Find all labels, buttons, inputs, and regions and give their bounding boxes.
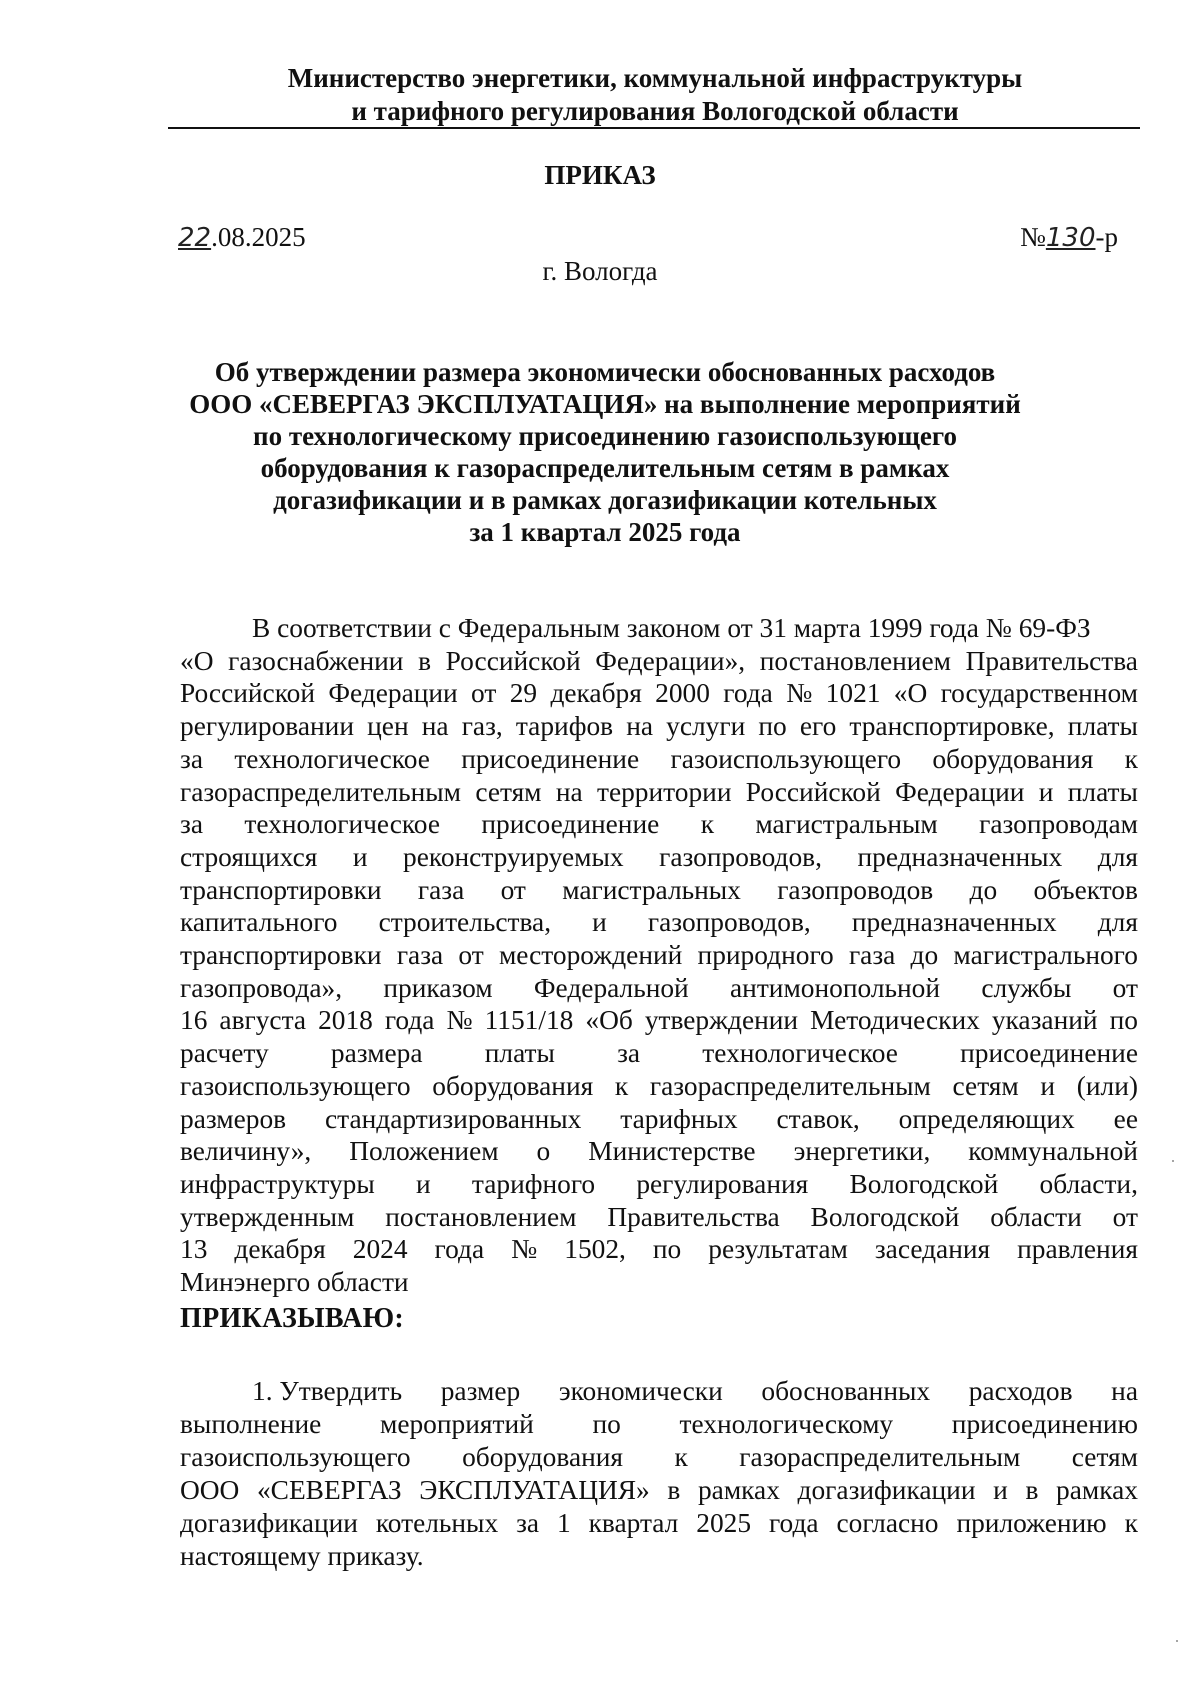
word: регулировании [180, 711, 354, 742]
word: и [592, 907, 607, 938]
word: природного [697, 940, 834, 971]
item-line-wrap [252, 1375, 1138, 1408]
word: антимонопольной [730, 972, 941, 1003]
word: газа [396, 940, 444, 971]
word: платы [1067, 711, 1138, 742]
word: рамках [1056, 1475, 1138, 1505]
word: услуги [666, 711, 746, 742]
word: присоединение [481, 809, 660, 840]
word: за [180, 743, 203, 774]
word: Российской [745, 776, 881, 807]
item-line [180, 1474, 1138, 1507]
word: к [674, 1442, 688, 1472]
item-line [180, 1441, 1138, 1474]
order-item-1 [180, 1375, 1138, 1573]
word: газоиспользующего [180, 1442, 411, 1472]
word: газопроводам [979, 809, 1138, 840]
word: № [446, 1005, 473, 1036]
word: объектов [1033, 874, 1138, 905]
word: Методических [810, 1005, 980, 1036]
word: определяющих [898, 1103, 1075, 1134]
word: предназначенных [857, 841, 1063, 872]
word: и [416, 1168, 431, 1199]
word: от [458, 940, 484, 971]
word: Российской [180, 678, 315, 709]
item-line [180, 1375, 1138, 1408]
word: года [723, 678, 773, 709]
number-handwritten: 130 [1045, 223, 1096, 253]
word: ее [1113, 1103, 1138, 1134]
word: № [511, 1234, 538, 1265]
word: и [1040, 1070, 1056, 1101]
word: месторождений [498, 940, 683, 971]
word: 1502, [564, 1234, 626, 1265]
word: газопроводов, [647, 907, 811, 938]
word: присоединение [960, 1038, 1138, 1069]
preamble-paragraph [180, 612, 1138, 1299]
word: по [652, 1234, 682, 1265]
word: к [1124, 743, 1138, 774]
word: коммунальной [968, 1136, 1138, 1167]
word: территории [596, 776, 732, 807]
word: 1. Утвердить [252, 1376, 403, 1406]
word: государственном [940, 678, 1138, 709]
word: Положением [349, 1136, 499, 1167]
word: ООО [180, 1475, 240, 1505]
word: 2024 [352, 1234, 408, 1265]
preamble-line [180, 972, 1138, 1005]
word: Правительства [965, 645, 1138, 676]
word: августа [219, 1005, 307, 1036]
word: Федерации», [595, 645, 746, 676]
ministry-header [170, 62, 1140, 128]
word: для [1097, 841, 1138, 872]
preamble-line [180, 677, 1138, 710]
word: № [786, 678, 813, 709]
word: газа [848, 940, 896, 971]
word: от [1112, 1201, 1138, 1232]
preamble-line [180, 1233, 1138, 1266]
preamble-line [180, 1004, 1138, 1037]
word: за [180, 809, 203, 840]
subject-line: ООО «СЕВЕРГАЗ ЭКСПЛУАТАЦИЯ» на выполнение мероприятий [189, 389, 1021, 419]
word: газопроводов [777, 874, 934, 905]
word: транспортировке, [849, 711, 1055, 742]
word: декабря [234, 1234, 326, 1265]
word: 2018 [318, 1005, 373, 1036]
word: 1021 [825, 678, 881, 709]
word: утверждении [644, 1005, 799, 1036]
ministry-line-1: Министерство энергетики, коммунальной инфраструктуры [287, 63, 1023, 93]
word: 1 [556, 1508, 571, 1538]
word: результатам [708, 1234, 848, 1265]
word: газоиспользующего [670, 743, 902, 774]
word: «О [180, 645, 214, 676]
word: и [352, 841, 368, 872]
word: квартал [588, 1508, 679, 1538]
word: расходов [968, 1376, 1073, 1406]
order-title: ПРИКАЗ [544, 160, 656, 190]
word: капитального [180, 907, 338, 938]
word: постановлением [759, 645, 951, 676]
word: оборудования [432, 1070, 594, 1101]
item-line [180, 1408, 1138, 1441]
word: 1151/18 [484, 1005, 574, 1036]
preamble-line [180, 776, 1138, 809]
word: стандартизированных [325, 1103, 582, 1134]
preamble-line [180, 1070, 1138, 1103]
word: Российской [445, 645, 581, 676]
word: Федерации [328, 678, 458, 709]
scan-speck [1172, 1160, 1174, 1162]
word: транспортировки [180, 874, 382, 905]
header-rule [168, 127, 1140, 129]
word: размеров [180, 1103, 287, 1134]
word: газопровода», [180, 972, 343, 1003]
word: тарифов [515, 711, 614, 742]
number-prefix: № [1020, 222, 1046, 252]
word: догазификации [797, 1475, 976, 1505]
word: Федеральной [533, 972, 689, 1003]
subject-line: Об утверждении размера экономически обоснованных расходов [214, 357, 996, 387]
word: года [434, 1234, 485, 1265]
word: по [1109, 1005, 1138, 1036]
word: Федерации [895, 776, 1025, 807]
word: размера [330, 1038, 423, 1069]
word: расчету [180, 1038, 269, 1069]
word: от [500, 874, 526, 905]
word: для [1097, 907, 1138, 938]
word: года [768, 1508, 819, 1538]
word: регулирования [636, 1168, 809, 1199]
word: строящихся [180, 841, 318, 872]
word: строительства, [378, 907, 552, 938]
word: сетям [1071, 1442, 1138, 1472]
preamble-line [180, 645, 1138, 678]
word: «О [893, 678, 928, 709]
word: по [758, 711, 787, 742]
word: рамках [697, 1475, 780, 1505]
preamble-line: Минэнерго области [180, 1267, 409, 1298]
order-date [178, 222, 306, 253]
preamble-line [180, 841, 1138, 874]
word: на [1111, 1376, 1138, 1406]
preamble-line [180, 710, 1138, 743]
word: на [421, 711, 449, 742]
word: 2025 [696, 1508, 752, 1538]
word: присоединение [461, 743, 640, 774]
scan-speck [1176, 1640, 1178, 1642]
preamble-line [180, 939, 1138, 972]
word: обоснованных [761, 1376, 931, 1406]
order-subject [160, 356, 1050, 548]
city: г. Вологда [542, 256, 658, 286]
word: платы [484, 1038, 555, 1069]
word: правления [1017, 1234, 1138, 1265]
word: в [418, 645, 431, 676]
word: Правительства [607, 1201, 780, 1232]
word: технологическое [702, 1038, 898, 1069]
word: к [1124, 1508, 1138, 1538]
preamble-line [180, 1037, 1138, 1070]
word: Вологодской [849, 1168, 999, 1199]
word: мероприятий [379, 1409, 534, 1439]
preamble-line [180, 1103, 1138, 1136]
word: газораспределительным [649, 1070, 931, 1101]
preamble-line [180, 743, 1138, 776]
word: на [555, 776, 583, 807]
word: размер [440, 1376, 521, 1406]
order-number [1020, 222, 1118, 253]
word: тарифных [620, 1103, 738, 1134]
word: присоединению [951, 1409, 1138, 1439]
number-suffix: -р [1095, 222, 1118, 252]
word: газораспределительным [739, 1442, 1021, 1472]
subject-line: догазификации и в рамках догазификации котельных [273, 485, 937, 515]
word: по [592, 1409, 621, 1439]
word: указаний [991, 1005, 1098, 1036]
word: догазификации [180, 1508, 358, 1538]
word: в [667, 1475, 681, 1505]
word: реконструируемых [403, 841, 624, 872]
word: транспортировки [180, 940, 382, 971]
word: и [1038, 776, 1054, 807]
word: области [990, 1201, 1082, 1232]
word: цен [367, 711, 409, 742]
word: до [969, 874, 998, 905]
word: экономически [558, 1376, 723, 1406]
word: магистральным [755, 809, 938, 840]
word: 13 [180, 1234, 208, 1265]
word: платы [1067, 776, 1138, 807]
word: газораспределительным [180, 776, 462, 807]
word: сетям [475, 776, 542, 807]
word: заседания [874, 1234, 991, 1265]
preamble-line [180, 906, 1138, 939]
word: его [799, 711, 837, 742]
date-day-handwritten: 22 [178, 223, 212, 253]
word: газоснабжении [228, 645, 404, 676]
preamble-line [180, 874, 1138, 907]
word: постановлением [385, 1201, 577, 1232]
word: предназначенных [851, 907, 1057, 938]
word: службы [981, 972, 1072, 1003]
word: от [471, 678, 497, 709]
word: области, [1039, 1168, 1138, 1199]
word: за [516, 1508, 540, 1538]
word: декабря [550, 678, 642, 709]
word: Вологодской [810, 1201, 960, 1232]
word: котельных [375, 1508, 499, 1538]
word: приложению [956, 1508, 1107, 1538]
item-line: настоящему приказу. [180, 1541, 424, 1571]
ministry-line-2: и тарифного регулирования Вологодской области [351, 96, 959, 126]
word: о [536, 1136, 551, 1167]
preamble-line [180, 1201, 1138, 1234]
word: энергетики, [793, 1136, 931, 1167]
date-month-year: .08.2025 [211, 222, 306, 252]
word: приказом [383, 972, 493, 1003]
word: магистральных [562, 874, 741, 905]
word: газоиспользующего [180, 1070, 411, 1101]
word: в [1025, 1475, 1039, 1505]
word: технологическое [244, 809, 440, 840]
word: газ, [461, 711, 503, 742]
decree-word: ПРИКАЗЫВАЮ: [180, 1303, 405, 1334]
word: магистрального [953, 940, 1138, 971]
word: согласно [836, 1508, 939, 1538]
word: утвержденным [180, 1201, 355, 1232]
word: 2000 [655, 678, 710, 709]
word: величину», [180, 1136, 312, 1167]
word: инфраструктуры [180, 1168, 375, 1199]
word: газа [417, 874, 465, 905]
subject-line: оборудования к газораспределительным сетям в рамках [260, 453, 950, 483]
word: за [617, 1038, 641, 1069]
word: на [626, 711, 654, 742]
preamble-line [180, 1168, 1138, 1201]
preamble-line: В соответствии с Федеральным законом от 31 марта 1999 года № 69-ФЗ [252, 613, 1091, 643]
word: к [700, 809, 714, 840]
word: «СЕВЕРГАЗ [256, 1475, 402, 1505]
word: оборудования [462, 1442, 624, 1472]
word: до [910, 940, 939, 971]
preamble-line [180, 808, 1138, 841]
word: тарифного [471, 1168, 596, 1199]
word: ЭКСПЛУАТАЦИЯ» [419, 1475, 650, 1505]
word: от [1112, 972, 1138, 1003]
word: газопроводов, [659, 841, 822, 872]
word: (или) [1076, 1070, 1138, 1101]
word: выполнение [180, 1409, 322, 1439]
word: Министерстве [588, 1136, 756, 1167]
subject-line: по технологическому присоединению газоиспользующего [253, 421, 957, 451]
item-line [180, 1507, 1138, 1540]
word: года [384, 1005, 435, 1036]
subject-line: за 1 квартал 2025 года [469, 517, 741, 547]
word: 29 [509, 678, 538, 709]
word: сетям [952, 1070, 1019, 1101]
word: оборудования [932, 743, 1094, 774]
word: «Об [585, 1005, 633, 1036]
word: к [614, 1070, 629, 1101]
preamble-line [180, 1135, 1138, 1168]
word: технологическое [234, 743, 430, 774]
word: технологическому [679, 1409, 894, 1439]
word: и [993, 1475, 1008, 1505]
word: 16 [180, 1005, 208, 1036]
word: ставок, [776, 1103, 860, 1134]
